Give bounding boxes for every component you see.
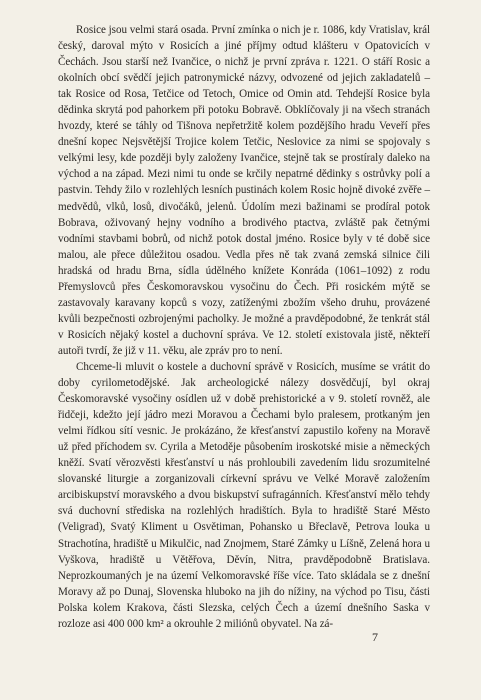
body-text	[58, 22, 430, 632]
page-number: 7	[372, 630, 378, 644]
paragraph-church-history: Chceme-li mluvit o kostele a duchovní správě v Rosicích, musíme se vrátit do doby cyrilometodějské. Jak archeologické nálezy dosvědčují, byl okraj Českomoravské vysočiny osídlen už v době prehistorické a v 9. století rovněž, ale řidčeji, kdežto její jádro mezi Moravou a Čechami bylo pralesem, protkaným jen velmi řídkou sítí vesnic. Je prokázáno, že křesťanství zapustilo kořeny na Moravě už před příchodem sv. Cyrila a Metoděje působením iroskotské misie a německých kněží. Svatí věrozvěsti křesťanství u nás prohloubili zavedením lidu srozumitelné slovanské liturgie a zorganizovali církevní správu ve Velké Moravě založením arcibiskupství moravského a dvou biskupství sufragánních. Křesťanství mělo tehdy svá duchovní střediska na rozlehlých hradištích. Byla to hradiště Staré Město (Veligrad), Svatý Kliment u Osvětiman, Pohansko u Břeclavě, Petrova louka u Strachotína, hradiště u Mikulčic, nad Znojmem, Staré Zámky u Líšně, Zelená hora u Vyškova, hradiště u Větěřova, Děvín, Nitra, pravděpodobně Bratislava. Neprozkoumaných je na území Velkomoravské říše více. Tato skládala se z dnešní Moravy až po Dunaj, Slovenska hluboko na jih do nížiny, na východ po Tisu, části Polska kolem Krakova, části Slezska, celých Čech a území dnešního Saska v rozloze asi 400 000 km² a okrouhle 2 miliónů obyvatel. Na zá-	[58, 360, 430, 630]
paragraph-rosice-history: Rosice jsou velmi stará osada. První zmínka o nich je r. 1086, kdy Vratislav, král český, daroval mýto v Rosicích a jiné příjmy odtud klášteru v Opatovicích v Čechách. Jsou starší než Ivančice, o nichž je první zpráva r. 1221. O stáří Rosic a okolních obcí svědčí jejich patronymické názvy, odvozené od jejich zakladatelů – tak Rosice od Rosa, Tetčice od Tetoch, Omice od Omin atd. Tehdejší Rosice byla dědinka skrytá pod pahorkem při potoku Bobravě. Obklíčovaly ji na všech stranách hvozdy, které se táhly od Tišnova nepřetržitě kolem pozdějšího hradu Veveří přes dnešní kopec Nejsvětější Trojice kolem Tetčic, Neslovice za nimi se spojovaly s velkými lesy, kde později byly založeny Ivančice, stejně tak se prostíraly daleko na východ a na západ. Mezi nimi tu onde se krčily nepatrné dědinky s ostrůvky polí a pastvin. Tehdy žilo v rozlehlých lesních pustinách kolem Rosic hojně divoké zvěře – medvědů, vlků, losů, divočáků, jelenů. Údolím mezi bažinami se prodíral potok Bobrava, oživovaný hejny vodního a brodivého ptactva, zvláště pak četnými vodními stavbami bobrů, od nichž potok dostal jméno. Rosice byly v té době sice malou, ale přece důležitou osadou. Vedla přes ně tak zvaná zemská silnice čili hradská od hradu Brna, sídla údělného knížete Konráda (1061–1092) z rodu Přemyslovců přes Českomoravskou vysočinu do Čech. Při rosickém mýtě se zastavovaly karavany kopců s vozy, zatíženými zbožím všeho druhu, provázené kvůli bezpečnosti ozbrojenými pacholky. Je možné a pravděpodobné, že tenkrát stál v Rosicích nějaký kostel a duchovní správa. Ve 12. století existovala jistě, někteří autoři tvrdí, že již v 11. věku, ale zpráv pro to není.	[58, 24, 430, 357]
